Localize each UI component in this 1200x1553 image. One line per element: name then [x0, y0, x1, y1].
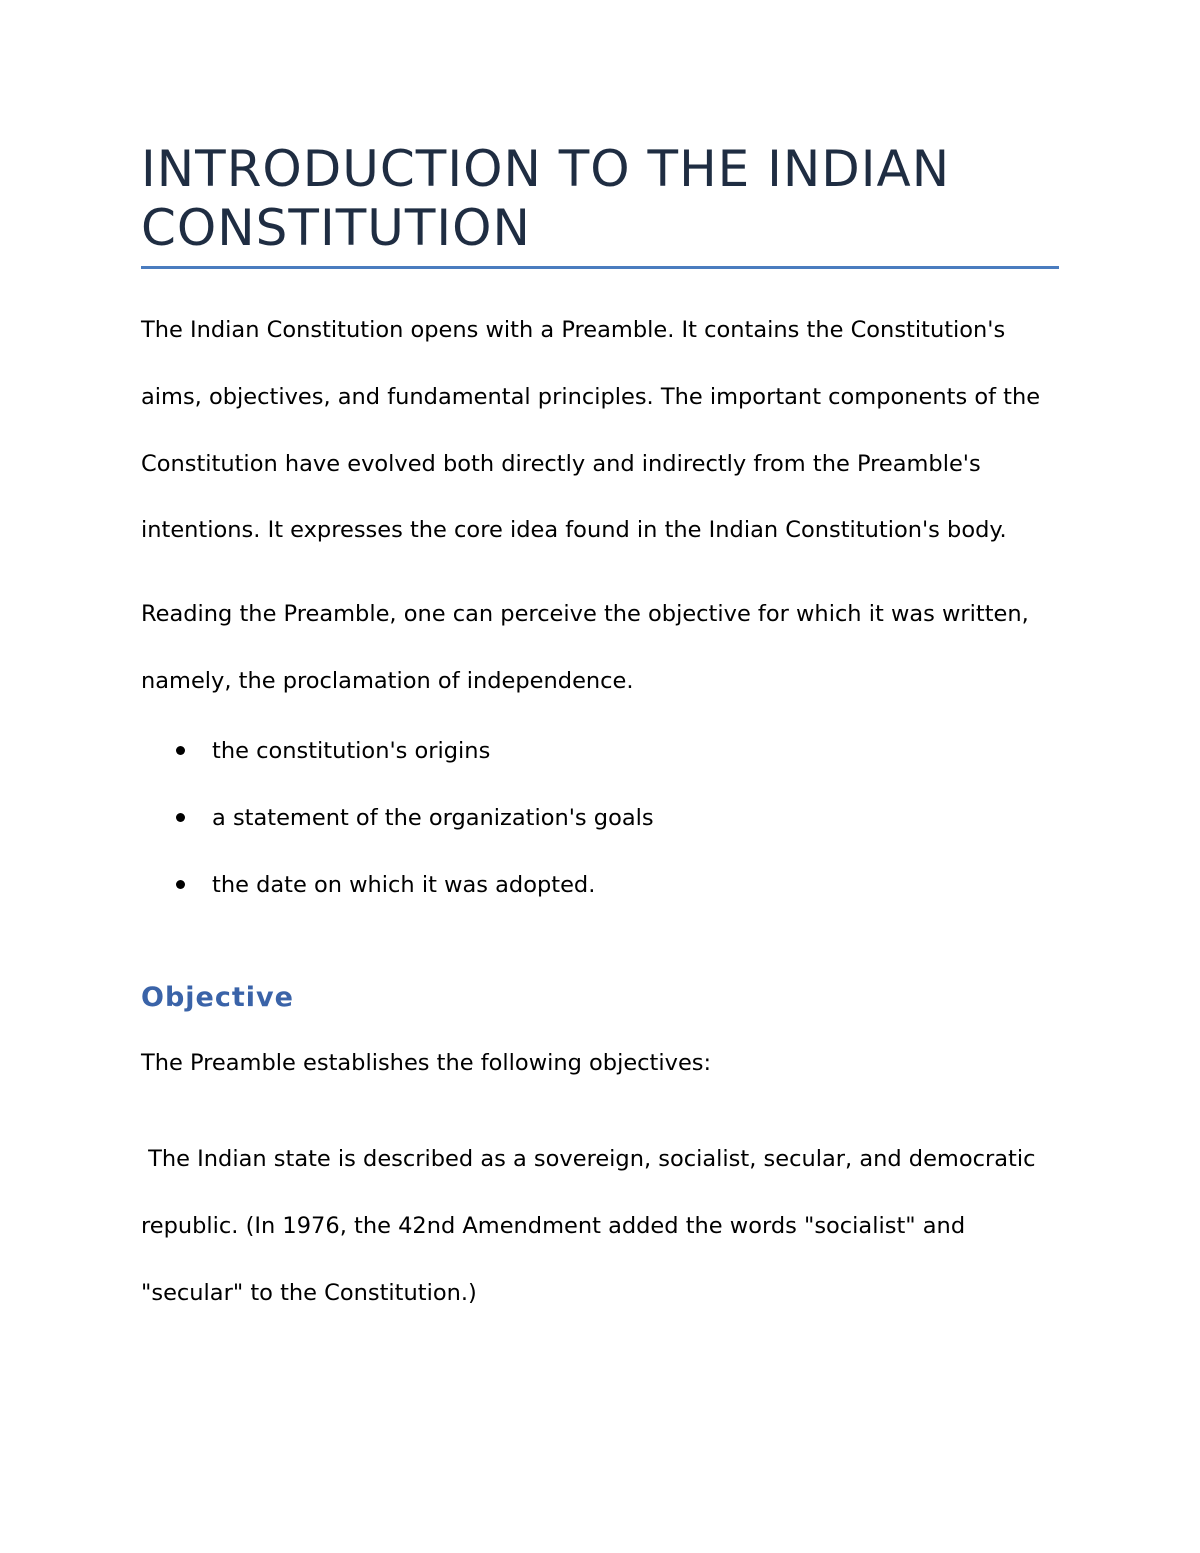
section-intro: The Preamble establishes the following objectives:: [141, 1050, 712, 1076]
list-item-text: the constitution's origins: [212, 738, 491, 764]
section-body: The Indian state is described as a sovereign, socialist, secular, and democratic republic. (In 1976, the 42nd Amendment added the words "socialist" and "secular" to the Constitution.): [141, 1146, 1036, 1306]
preamble-paragraph: Reading the Preamble, one can perceive the objective for which it was written, namely, the proclamation of independence.: [141, 601, 1029, 694]
list-item: [141, 798, 1041, 865]
title-underline: [141, 266, 1059, 269]
list-item-text: a statement of the organization's goals: [212, 805, 654, 831]
document-title: INTRODUCTION TO THE INDIAN CONSTITUTION: [141, 140, 951, 257]
intro-paragraph: The Indian Constitution opens with a Preamble. It contains the Constitution's aims, objectives, and fundamental principles. The important components of the Constitution have evolved both directly and indirectly from the Preamble's intentions. It expresses the core idea found in the Indian Constitution's body.: [141, 317, 1041, 544]
list-item: [141, 731, 1041, 798]
section-heading: Objective: [141, 982, 294, 1013]
bullet-dot-icon: [176, 746, 185, 755]
bullet-dot-icon: [176, 880, 185, 889]
bullet-dot-icon: [176, 813, 185, 822]
list-item-text: the date on which it was adopted.: [212, 872, 596, 898]
list-item: [141, 865, 1041, 932]
preamble-contents-list: [141, 731, 1041, 932]
